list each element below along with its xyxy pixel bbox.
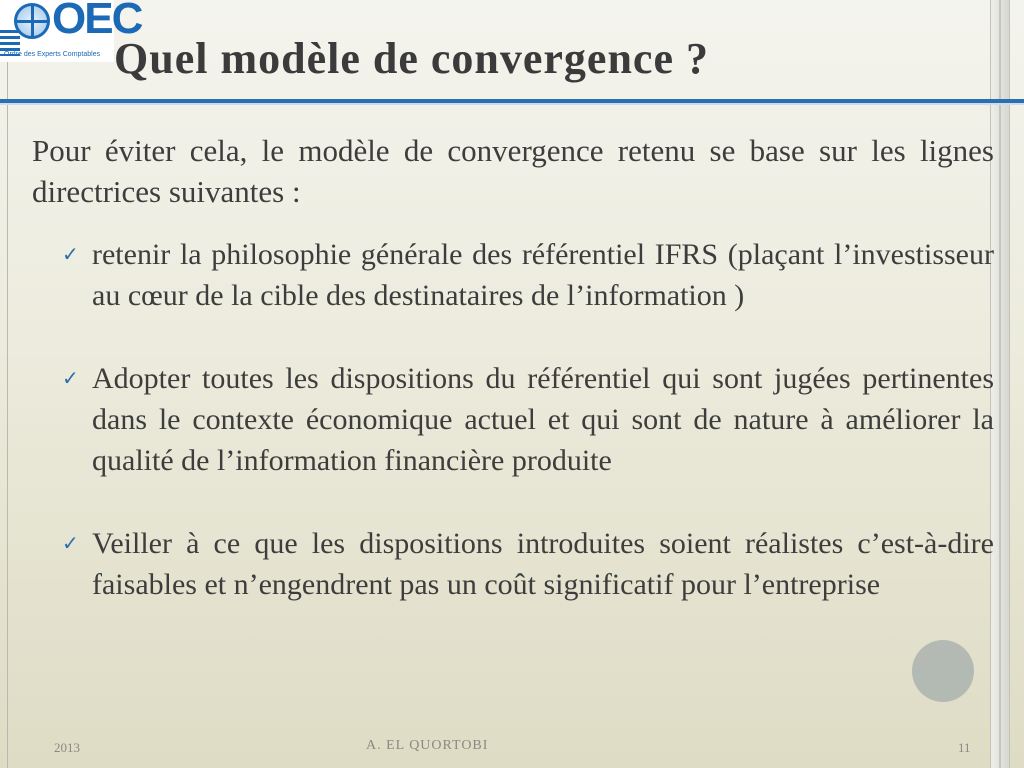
checkmark-icon: ✓ (62, 366, 79, 390)
intro-paragraph: Pour éviter cela, le modèle de convergence retenu se base sur les lignes directrices suivantes : (32, 133, 994, 209)
footer-author: A. EL QUORTOBI (366, 738, 489, 753)
page-number: 11 (958, 740, 971, 755)
oec-logo (0, 0, 142, 62)
title-divider-highlight (0, 103, 1024, 105)
checkmark-icon: ✓ (62, 242, 79, 266)
bullet-item (32, 358, 994, 481)
bullet-item (32, 523, 994, 605)
slide-title: Quel modèle de convergence ? (114, 34, 709, 83)
logo-caption: Ordre des Experts Comptables (4, 51, 101, 58)
logo-wordmark: OEC (52, 0, 142, 43)
bullet-list (32, 234, 994, 605)
bullet-text: Adopter toutes les dispositions du référentiel qui sont jugées pertinentes dans le contexte économique actuel et qui sont de nature à améliorer la qualité de l’information financière produite (92, 362, 994, 477)
decorative-circle (912, 640, 974, 702)
footer-year: 2013 (54, 740, 80, 755)
slide-footer (0, 738, 1024, 758)
slide-content (32, 130, 994, 647)
bullet-item (32, 234, 994, 316)
bullet-text: retenir la philosophie générale des référentiel IFRS (plaçant l’investisseur au cœur de la cible des destinataires de l’information ) (92, 238, 994, 312)
globe-icon (14, 3, 50, 39)
bullet-text: Veiller à ce que les dispositions introduites soient réalistes c’est-à-dire faisables et n’engendrent pas un coût significatif pour l’entreprise (92, 527, 994, 601)
checkmark-icon: ✓ (62, 531, 79, 555)
left-border-line (7, 0, 8, 768)
